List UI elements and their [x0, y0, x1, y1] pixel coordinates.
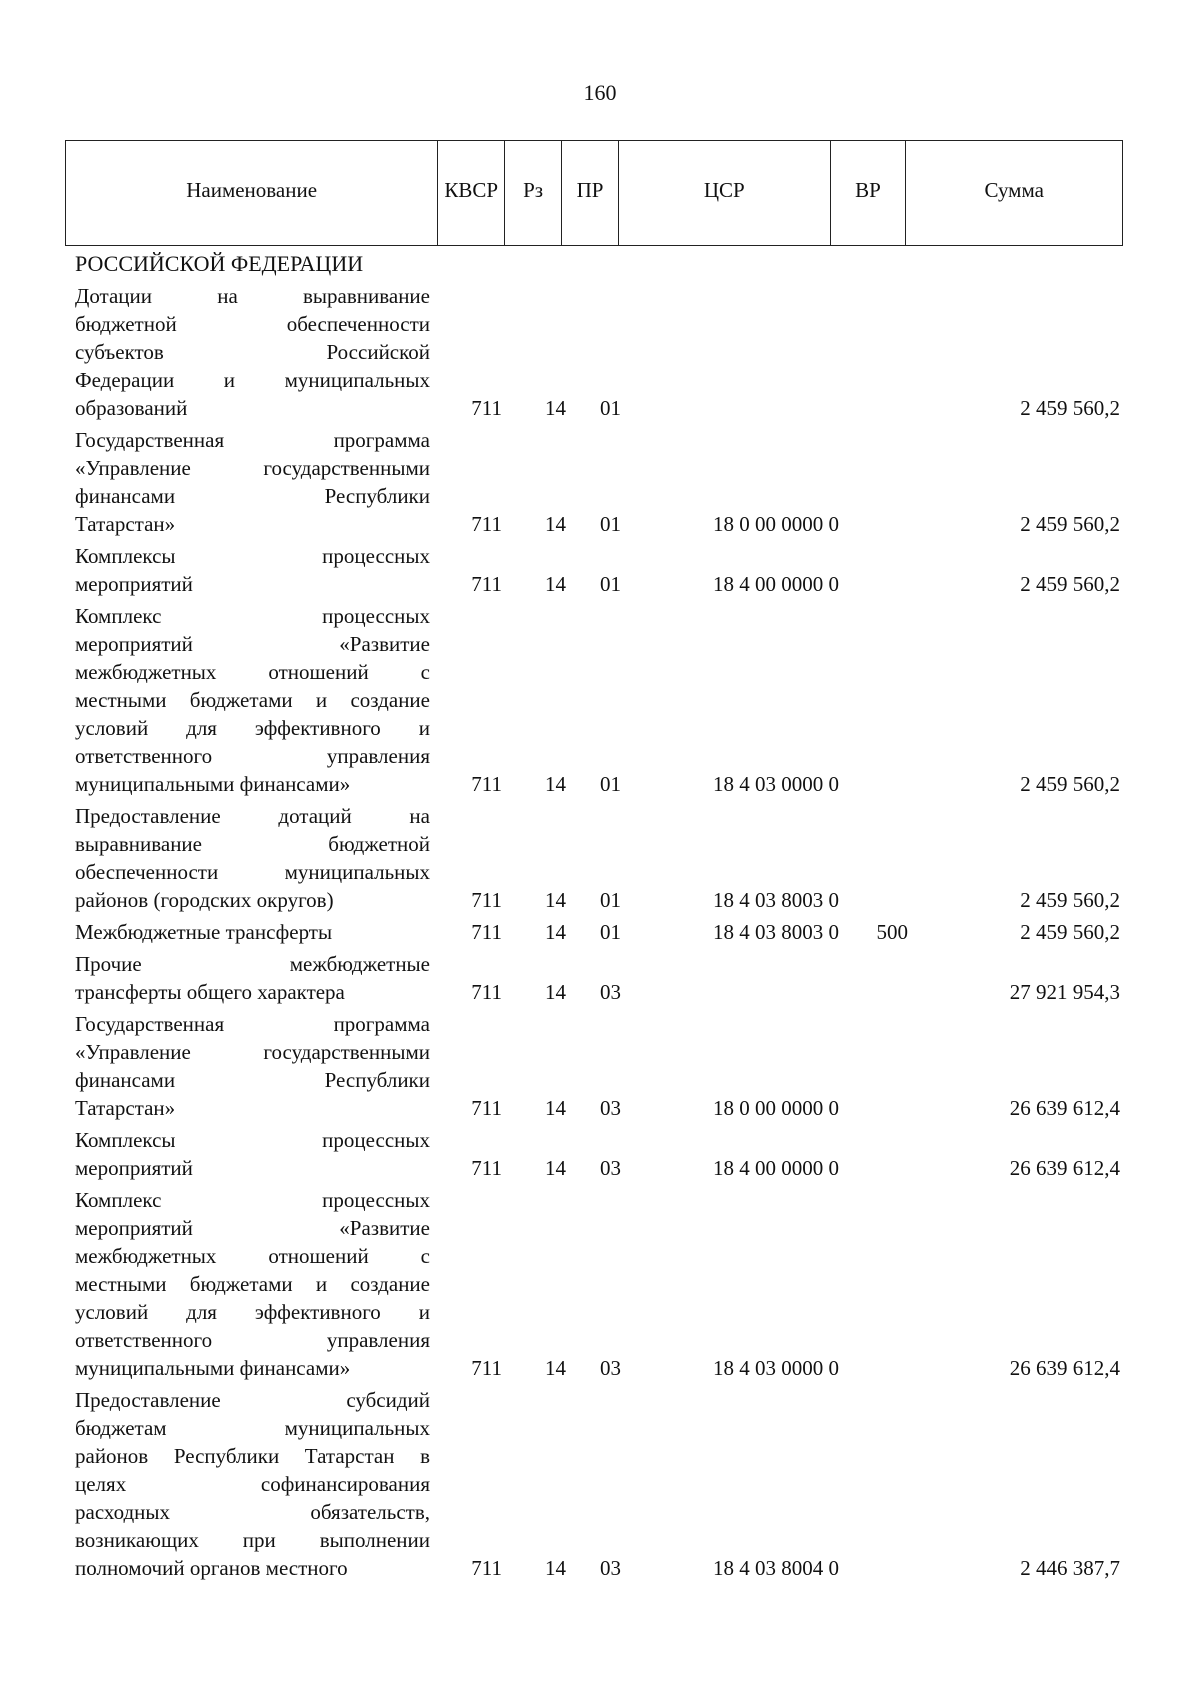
- row-name-line: полномочий органов местного: [75, 1556, 348, 1580]
- row-rz: 14: [545, 1356, 566, 1380]
- row-pr: 01: [600, 512, 621, 536]
- row-name-line: местными бюджетами и создание: [75, 688, 430, 712]
- row-name-line: Федерации и муниципальных: [75, 368, 430, 392]
- row-vr: [839, 570, 908, 598]
- table-row: [75, 282, 1120, 422]
- row-name-line: условий для эффективного и: [75, 1300, 430, 1324]
- row-name: [75, 542, 430, 598]
- row-name-line: целях софинансирования: [75, 1472, 430, 1496]
- table-row: [75, 1126, 1120, 1182]
- row-name-line: ответственного управления: [75, 1328, 430, 1352]
- row-name-line: мероприятий «Развитие: [75, 632, 430, 656]
- row-sum: 2 459 560,2: [1020, 572, 1120, 596]
- row-sum: 2 446 387,7: [1020, 1556, 1120, 1580]
- row-pr: 01: [600, 572, 621, 596]
- continuation-row: [75, 250, 1120, 278]
- row-name: [75, 1186, 430, 1382]
- row-sum: 2 459 560,2: [1020, 920, 1120, 944]
- row-csr: 18 4 00 0000 0: [713, 572, 839, 596]
- page-number: 160: [583, 80, 617, 105]
- row-kvsr: 711: [471, 920, 502, 944]
- row-name-line: Дотации на выравнивание: [75, 284, 430, 308]
- row-sum: 27 921 954,3: [1009, 980, 1120, 1004]
- row-name-line: районов Республики Татарстан в: [75, 1444, 430, 1468]
- row-sum: 2 459 560,2: [1020, 512, 1120, 536]
- row-name-line: мероприятий «Развитие: [75, 1216, 430, 1240]
- row-name-line: Комплекс процессных: [75, 1188, 430, 1212]
- row-name-line: муниципальными финансами»: [75, 1356, 351, 1380]
- row-sum: 26 639 612,4: [1009, 1356, 1120, 1380]
- row-name-line: Комплексы процессных: [75, 1128, 430, 1152]
- row-csr: 18 4 03 0000 0: [713, 772, 839, 796]
- row-name-line: Комплексы процессных: [75, 544, 430, 568]
- row-sum: 2 459 560,2: [1020, 772, 1120, 796]
- row-pr: 01: [600, 888, 621, 912]
- row-name-line: выравнивание бюджетной: [75, 832, 430, 856]
- row-vr: [839, 886, 908, 914]
- row-name-line: районов (городских округов): [75, 888, 334, 912]
- row-csr: [621, 394, 839, 422]
- row-name-line: образований: [75, 396, 188, 420]
- row-name-line: Межбюджетные трансферты: [75, 920, 333, 944]
- row-kvsr: 711: [471, 396, 502, 420]
- row-rz: 14: [545, 888, 566, 912]
- table-row: [75, 1010, 1120, 1122]
- row-kvsr: 711: [471, 888, 502, 912]
- row-sum: 2 459 560,2: [1020, 396, 1120, 420]
- row-rz: 14: [545, 920, 566, 944]
- row-name-line: Прочие межбюджетные: [75, 952, 430, 976]
- row-pr: 01: [600, 396, 621, 420]
- row-name-line: Комплекс процессных: [75, 604, 430, 628]
- row-vr: [839, 770, 908, 798]
- row-name: [75, 918, 430, 946]
- row-name: [75, 426, 430, 538]
- row-kvsr: 711: [471, 572, 502, 596]
- row-name-line: бюджетам муниципальных: [75, 1416, 430, 1440]
- header-name: Наименование: [66, 141, 438, 245]
- row-csr: [621, 978, 839, 1006]
- row-vr: [839, 1154, 908, 1182]
- row-pr: 03: [600, 980, 621, 1004]
- table-row: [75, 1386, 1120, 1582]
- row-pr: 01: [600, 772, 621, 796]
- row-sum: 26 639 612,4: [1009, 1156, 1120, 1180]
- budget-table-body: [75, 250, 1120, 1582]
- row-rz: 14: [545, 980, 566, 1004]
- row-rz: 14: [545, 772, 566, 796]
- row-pr: 03: [600, 1156, 621, 1180]
- row-rz: 14: [545, 572, 566, 596]
- row-rz: 14: [545, 1096, 566, 1120]
- row-name: [75, 1386, 430, 1582]
- table-row: [75, 542, 1120, 598]
- row-csr: 18 4 00 0000 0: [713, 1156, 839, 1180]
- row-sum: 26 639 612,4: [1009, 1096, 1120, 1120]
- row-name-line: местными бюджетами и создание: [75, 1272, 430, 1296]
- row-kvsr: 711: [471, 1096, 502, 1120]
- row-pr: 03: [600, 1556, 621, 1580]
- row-name-line: условий для эффективного и: [75, 716, 430, 740]
- header-vr: ВР: [831, 141, 907, 245]
- row-csr: 18 4 03 0000 0: [713, 1356, 839, 1380]
- row-name-line: финансами Республики: [75, 1068, 430, 1092]
- row-name-line: расходных обязательств,: [75, 1500, 430, 1524]
- row-name: [75, 1010, 430, 1122]
- row-pr: 03: [600, 1356, 621, 1380]
- row-name: [75, 950, 430, 1006]
- row-sum: 2 459 560,2: [1020, 888, 1120, 912]
- table-header: [65, 140, 1123, 246]
- row-name: [75, 802, 430, 914]
- row-name-line: бюджетной обеспеченности: [75, 312, 430, 336]
- header-kvsr: КВСР: [438, 141, 505, 245]
- row-name-line: Предоставление дотаций на: [75, 804, 430, 828]
- row-name-line: ответственного управления: [75, 744, 430, 768]
- row-name: [75, 1126, 430, 1182]
- row-rz: 14: [545, 1156, 566, 1180]
- row-kvsr: 711: [471, 1356, 502, 1380]
- row-rz: 14: [545, 1556, 566, 1580]
- row-name-line: Государственная программа: [75, 428, 430, 452]
- table-row: [75, 802, 1120, 914]
- row-csr: 18 0 00 0000 0: [713, 1096, 839, 1120]
- row-kvsr: 711: [471, 1156, 502, 1180]
- header-csr: ЦСР: [619, 141, 831, 245]
- table-row: [75, 1186, 1120, 1382]
- row-vr: [839, 1094, 908, 1122]
- row-vr: [839, 1354, 908, 1382]
- table-row: [75, 918, 1120, 946]
- row-vr: [839, 1554, 908, 1582]
- row-kvsr: 711: [471, 512, 502, 536]
- row-name-line: Татарстан»: [75, 1096, 176, 1120]
- row-name-line: Татарстан»: [75, 512, 176, 536]
- row-csr: 18 4 03 8004 0: [713, 1556, 839, 1580]
- row-csr: 18 0 00 0000 0: [713, 512, 839, 536]
- row-kvsr: 711: [471, 980, 502, 1004]
- continuation-text: РОССИЙСКОЙ ФЕДЕРАЦИИ: [75, 251, 364, 276]
- row-kvsr: 711: [471, 1556, 502, 1580]
- row-name-line: мероприятий: [75, 1156, 193, 1180]
- row-name-line: межбюджетных отношений с: [75, 1244, 430, 1268]
- row-name-line: субъектов Российской: [75, 340, 430, 364]
- row-name: [75, 282, 430, 422]
- row-name-line: финансами Республики: [75, 484, 430, 508]
- row-name-line: обеспеченности муниципальных: [75, 860, 430, 884]
- row-name-line: мероприятий: [75, 572, 193, 596]
- row-rz: 14: [545, 512, 566, 536]
- table-row: [75, 602, 1120, 798]
- header-sum: Сумма: [984, 177, 1044, 202]
- row-name-line: «Управление государственными: [75, 1040, 430, 1064]
- row-name-line: возникающих при выполнении: [75, 1528, 430, 1552]
- row-vr: [839, 978, 908, 1006]
- row-csr: 18 4 03 8003 0: [713, 888, 839, 912]
- row-name-line: муниципальными финансами»: [75, 772, 351, 796]
- table-row: [75, 426, 1120, 538]
- table-row: [75, 950, 1120, 1006]
- row-pr: 03: [600, 1096, 621, 1120]
- header-rz: Рз: [505, 141, 562, 245]
- row-name-line: «Управление государственными: [75, 456, 430, 480]
- row-rz: 14: [545, 396, 566, 420]
- header-pr: ПР: [562, 141, 619, 245]
- row-name-line: трансферты общего характера: [75, 980, 345, 1004]
- row-csr: 18 4 03 8003 0: [713, 920, 839, 944]
- row-kvsr: 711: [471, 772, 502, 796]
- row-name-line: Государственная программа: [75, 1012, 430, 1036]
- row-vr: [839, 394, 908, 422]
- row-vr: [839, 510, 908, 538]
- row-name-line: Предоставление субсидий: [75, 1388, 430, 1412]
- row-name: [75, 602, 430, 798]
- row-pr: 01: [600, 920, 621, 944]
- row-vr: 500: [876, 920, 908, 944]
- row-name-line: межбюджетных отношений с: [75, 660, 430, 684]
